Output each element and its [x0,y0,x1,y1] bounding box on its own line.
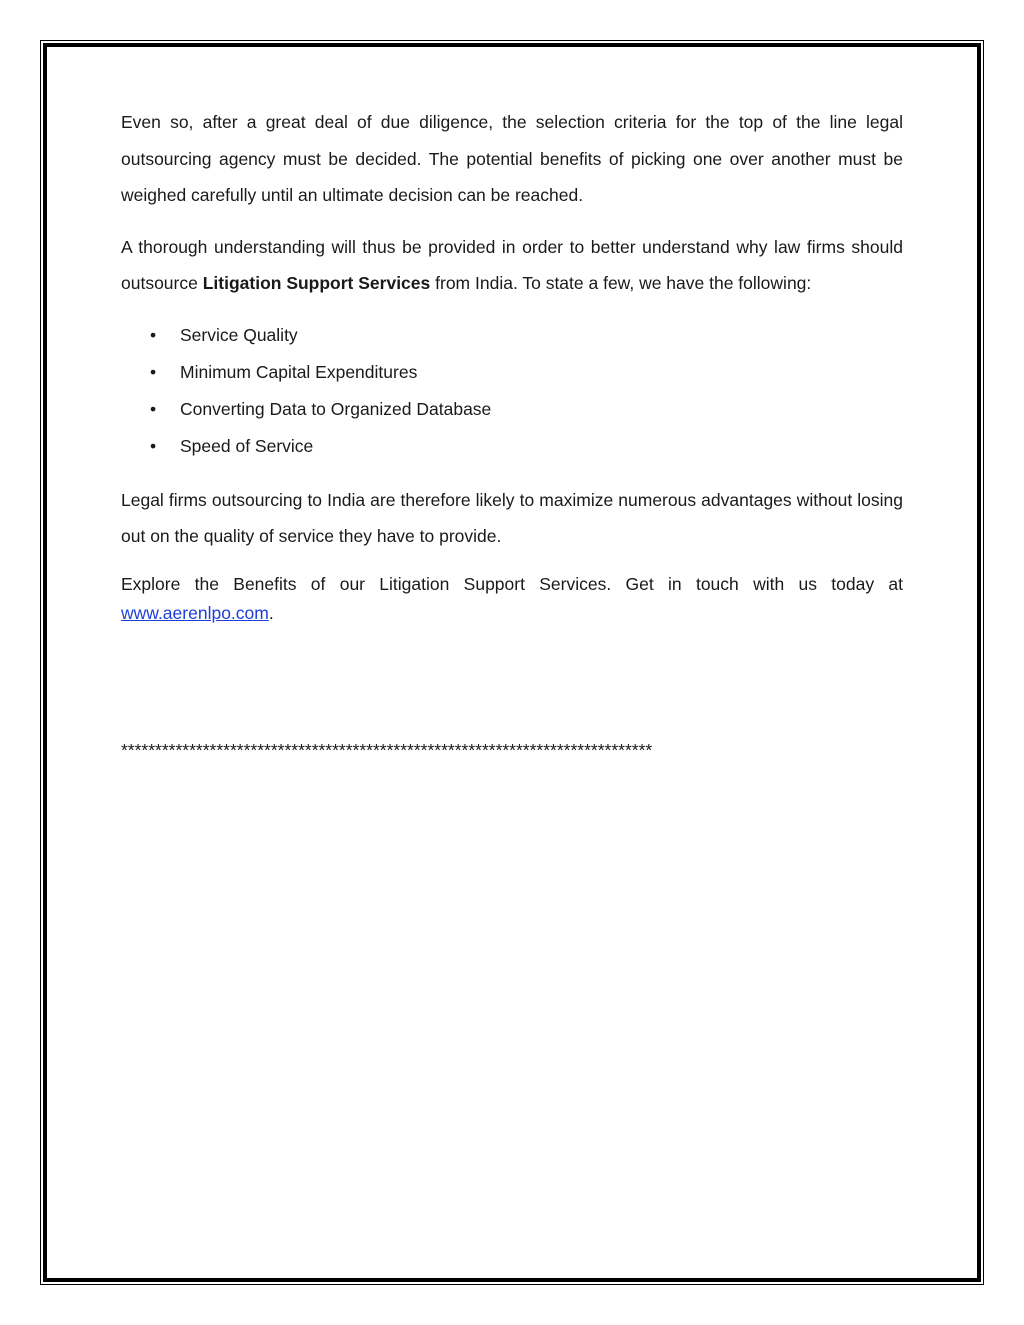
paragraph-understanding-text: A thorough understanding will thus be provided in order to better understand why law firms should outsource [121,236,903,293]
list-item [121,428,903,465]
call-to-action-period: . [268,602,274,623]
bullet-icon: • [150,435,157,456]
call-to-action-text: Explore the Benefits of our Litigation Support Services. Get in touch with us today at [121,573,903,594]
bullet-icon: • [150,324,157,345]
bullet-icon: • [150,361,157,382]
website-link[interactable]: www.aerenlpo.com [121,602,269,623]
bullet-icon: • [150,398,157,419]
list-item-label: Service Quality [180,324,298,345]
paragraph-understanding [121,229,903,302]
litigation-support-emphasis: Litigation Support Services [202,273,431,293]
asterisk-separator: ****************************************************************************** [121,740,653,760]
list-item-label: Converting Data to Organized Database [180,398,492,419]
paragraph-call-to-action [121,570,903,628]
list-item-label: Speed of Service [180,435,314,456]
list-item [121,391,903,428]
document-body [121,104,903,628]
paragraph-due-diligence: Even so, after a great deal of due diligence, the selection criteria for the top of the line legal outsourcing agency must be decided. The potential benefits of picking one over another must be weighed carefully until an ultimate decision can be reached. [121,112,903,205]
paragraph-understanding-tail: from India. To state a few, we have the following: [430,273,812,293]
paragraph-conclusion: Legal firms outsourcing to India are therefore likely to maximize numerous advantages without losing out on the quality of service they have to provide. [121,489,903,546]
list-item [121,317,903,354]
list-item-label: Minimum Capital Expenditures [180,361,418,382]
list-item [121,354,903,391]
benefits-list [121,317,903,465]
